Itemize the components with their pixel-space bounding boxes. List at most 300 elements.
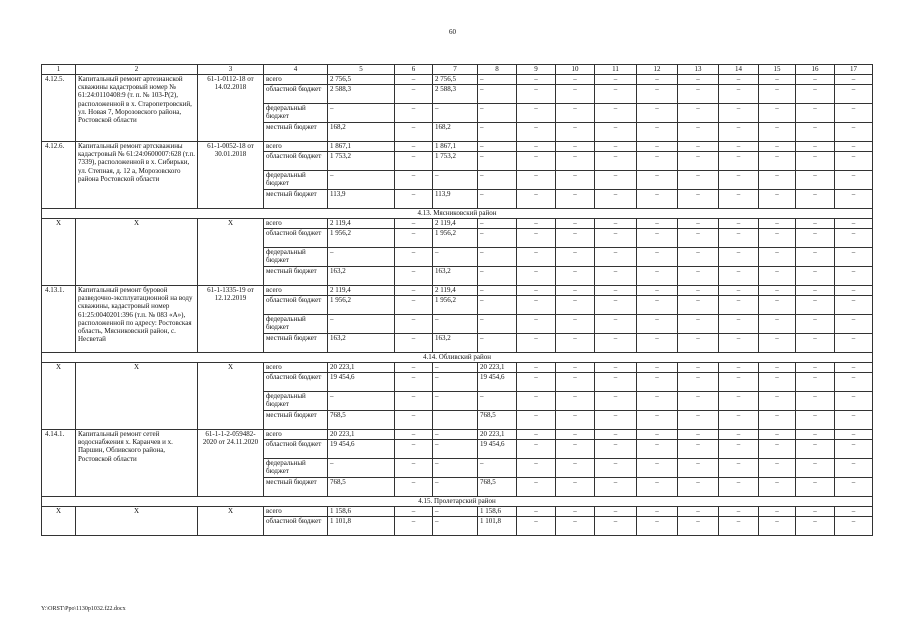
value-col15: – <box>759 219 796 229</box>
value-col16: – <box>796 142 835 152</box>
value-col6: – <box>395 248 433 267</box>
value-col16: – <box>796 85 835 104</box>
value-col7: 2 756,5 <box>433 75 478 85</box>
value-col14: – <box>719 267 759 286</box>
value-col8: – <box>478 296 517 315</box>
value-col17: – <box>835 411 873 430</box>
value-col14: – <box>719 315 759 334</box>
value-col13: – <box>678 229 719 248</box>
header-cell: 3 <box>198 65 264 75</box>
value-col15: – <box>759 363 796 373</box>
value-col12: – <box>637 440 678 459</box>
value-col15: – <box>759 392 796 411</box>
value-col8: – <box>478 85 517 104</box>
value-col10: – <box>556 286 595 296</box>
value-col8: – <box>478 152 517 171</box>
value-col7: 2 119,4 <box>433 219 478 229</box>
header-cell: 17 <box>835 65 873 75</box>
header-cell: 13 <box>678 65 719 75</box>
value-col17: – <box>835 85 873 104</box>
value-col5: – <box>328 171 395 190</box>
value-col12: – <box>637 171 678 190</box>
item-number: 4.12.6. <box>42 142 76 209</box>
value-col16: – <box>796 459 835 478</box>
value-col5: – <box>328 104 395 123</box>
value-col12: – <box>637 296 678 315</box>
header-cell: 5 <box>328 65 395 75</box>
budget-label: федеральный бюджет <box>264 104 328 123</box>
value-col10: – <box>556 219 595 229</box>
x-mark: Х <box>42 219 76 286</box>
value-col12: – <box>637 478 678 497</box>
value-col17: – <box>835 334 873 353</box>
footer-file-path: Y:\ORST\Ppo\1130p1032.f22.docx <box>41 606 126 612</box>
value-col13: – <box>678 517 719 536</box>
value-col6: – <box>395 267 433 286</box>
value-col12: – <box>637 411 678 430</box>
value-col13: – <box>678 123 719 142</box>
value-col16: – <box>796 123 835 142</box>
value-col15: – <box>759 430 796 440</box>
value-col8: 20 223,1 <box>478 430 517 440</box>
value-col10: – <box>556 334 595 353</box>
value-col17: – <box>835 142 873 152</box>
value-col8: – <box>478 171 517 190</box>
budget-label: областной бюджет <box>264 296 328 315</box>
header-cell: 6 <box>395 65 433 75</box>
value-col15: – <box>759 104 796 123</box>
value-col15: – <box>759 478 796 497</box>
header-cell: 4 <box>264 65 328 75</box>
value-col10: – <box>556 517 595 536</box>
value-col12: – <box>637 286 678 296</box>
value-col7: – <box>433 171 478 190</box>
section-title: 4.14. Обливский район <box>42 353 873 363</box>
x-mark: Х <box>42 507 76 536</box>
value-col7: 1 956,2 <box>433 229 478 248</box>
value-col9: – <box>517 142 556 152</box>
header-cell: 8 <box>478 65 517 75</box>
value-col9: – <box>517 459 556 478</box>
value-col17: – <box>835 104 873 123</box>
value-col6: – <box>395 104 433 123</box>
value-col7: – <box>433 478 478 497</box>
value-col16: – <box>796 171 835 190</box>
value-col9: – <box>517 171 556 190</box>
value-col6: – <box>395 392 433 411</box>
x-mark: Х <box>198 363 264 430</box>
value-col14: – <box>719 440 759 459</box>
value-col5: 19 454,6 <box>328 373 395 392</box>
budget-table <box>41 64 873 536</box>
section-row <box>42 209 873 219</box>
value-col14: – <box>719 219 759 229</box>
value-col7: – <box>433 440 478 459</box>
section-title: 4.13. Мясниковский район <box>42 209 873 219</box>
value-col15: – <box>759 373 796 392</box>
budget-label: всего <box>264 507 328 517</box>
value-col11: – <box>595 190 637 209</box>
value-col6: – <box>395 411 433 430</box>
value-col16: – <box>796 286 835 296</box>
x-mark: Х <box>76 219 198 286</box>
value-col7: 163,2 <box>433 267 478 286</box>
value-col10: – <box>556 392 595 411</box>
value-col17: – <box>835 229 873 248</box>
value-col9: – <box>517 507 556 517</box>
value-col5: 20 223,1 <box>328 363 395 373</box>
value-col11: – <box>595 296 637 315</box>
value-col11: – <box>595 440 637 459</box>
budget-label: областной бюджет <box>264 440 328 459</box>
value-col16: – <box>796 219 835 229</box>
value-col8: 1 158,6 <box>478 507 517 517</box>
value-col5: 1 867,1 <box>328 142 395 152</box>
value-col11: – <box>595 286 637 296</box>
value-col16: – <box>796 296 835 315</box>
x-mark: Х <box>42 363 76 430</box>
value-col8: – <box>478 286 517 296</box>
value-col5: 768,5 <box>328 478 395 497</box>
value-col9: – <box>517 440 556 459</box>
table-row <box>42 75 873 85</box>
value-col6: – <box>395 440 433 459</box>
header-cell: 12 <box>637 65 678 75</box>
x-mark: Х <box>198 219 264 286</box>
value-col17: – <box>835 267 873 286</box>
value-col11: – <box>595 171 637 190</box>
value-col9: – <box>517 190 556 209</box>
value-col12: – <box>637 373 678 392</box>
value-col9: – <box>517 334 556 353</box>
header-cell: 9 <box>517 65 556 75</box>
value-col7: – <box>433 104 478 123</box>
value-col14: – <box>719 478 759 497</box>
value-col10: – <box>556 373 595 392</box>
value-col15: – <box>759 123 796 142</box>
value-col9: – <box>517 392 556 411</box>
value-col9: – <box>517 411 556 430</box>
value-col6: – <box>395 75 433 85</box>
budget-label: федеральный бюджет <box>264 248 328 267</box>
table-row <box>42 507 873 517</box>
item-description: Капитальный ремонт сетей водоснабжения х. Каранчев и х. Паршин, Обливского района, Ростовской области <box>76 430 198 497</box>
value-col12: – <box>637 334 678 353</box>
value-col14: – <box>719 171 759 190</box>
value-col14: – <box>719 430 759 440</box>
value-col7: 113,9 <box>433 190 478 209</box>
value-col13: – <box>678 104 719 123</box>
value-col6: – <box>395 296 433 315</box>
value-col17: – <box>835 248 873 267</box>
value-col6: – <box>395 315 433 334</box>
value-col16: – <box>796 75 835 85</box>
value-col5: 2 588,3 <box>328 85 395 104</box>
value-col11: – <box>595 411 637 430</box>
value-col13: – <box>678 219 719 229</box>
budget-label: местный бюджет <box>264 411 328 430</box>
value-col8: – <box>478 459 517 478</box>
value-col11: – <box>595 334 637 353</box>
value-col16: – <box>796 104 835 123</box>
value-col6: – <box>395 85 433 104</box>
table-row <box>42 363 873 373</box>
value-col13: – <box>678 478 719 497</box>
value-col13: – <box>678 85 719 104</box>
value-col13: – <box>678 315 719 334</box>
value-col7: – <box>433 517 478 536</box>
value-col11: – <box>595 363 637 373</box>
value-col12: – <box>637 517 678 536</box>
value-col15: – <box>759 517 796 536</box>
value-col5: 19 454,6 <box>328 440 395 459</box>
value-col7: – <box>433 430 478 440</box>
item-doc-number: 61-1-1335-19 от 12.12.2019 <box>198 286 264 353</box>
value-col8: 1 101,8 <box>478 517 517 536</box>
value-col15: – <box>759 248 796 267</box>
item-doc-number: 61-1-0052-18 от 30.01.2018 <box>198 142 264 209</box>
value-col13: – <box>678 171 719 190</box>
budget-label: федеральный бюджет <box>264 459 328 478</box>
value-col12: – <box>637 85 678 104</box>
section-title: 4.15. Пролетарский район <box>42 497 873 507</box>
budget-label: местный бюджет <box>264 123 328 142</box>
value-col13: – <box>678 430 719 440</box>
header-cell: 16 <box>796 65 835 75</box>
value-col7: – <box>433 373 478 392</box>
value-col9: – <box>517 267 556 286</box>
value-col11: – <box>595 517 637 536</box>
value-col5: 168,2 <box>328 123 395 142</box>
value-col10: – <box>556 363 595 373</box>
item-description: Капитальный ремонт артезианской скважины кадастровый номер № 61:24:0110408:9 (т. п. № 103-Р(2), расположенной в х. Старопетровский, ул. Новая 7, Морозовского района, Ростовской области <box>76 75 198 142</box>
header-cell: 1 <box>42 65 76 75</box>
value-col17: – <box>835 190 873 209</box>
value-col12: – <box>637 219 678 229</box>
header-cell: 10 <box>556 65 595 75</box>
value-col9: – <box>517 219 556 229</box>
value-col11: – <box>595 152 637 171</box>
value-col17: – <box>835 478 873 497</box>
value-col9: – <box>517 363 556 373</box>
value-col14: – <box>719 85 759 104</box>
value-col14: – <box>719 459 759 478</box>
value-col11: – <box>595 219 637 229</box>
value-col6: – <box>395 334 433 353</box>
value-col11: – <box>595 459 637 478</box>
value-col13: – <box>678 507 719 517</box>
x-mark: Х <box>76 507 198 536</box>
value-col11: – <box>595 248 637 267</box>
value-col5: 20 223,1 <box>328 430 395 440</box>
value-col7: 1 753,2 <box>433 152 478 171</box>
value-col15: – <box>759 440 796 459</box>
value-col11: – <box>595 315 637 334</box>
value-col6: – <box>395 373 433 392</box>
value-col8: – <box>478 392 517 411</box>
value-col15: – <box>759 152 796 171</box>
value-col10: – <box>556 123 595 142</box>
value-col8: – <box>478 190 517 209</box>
budget-label: федеральный бюджет <box>264 171 328 190</box>
value-col15: – <box>759 459 796 478</box>
value-col12: – <box>637 392 678 411</box>
value-col5: 113,9 <box>328 190 395 209</box>
value-col5: 1 158,6 <box>328 507 395 517</box>
value-col10: – <box>556 248 595 267</box>
header-cell: 7 <box>433 65 478 75</box>
value-col11: – <box>595 507 637 517</box>
value-col8: 20 223,1 <box>478 363 517 373</box>
value-col8: – <box>478 267 517 286</box>
budget-label: всего <box>264 286 328 296</box>
value-col5: 163,2 <box>328 334 395 353</box>
budget-label: всего <box>264 142 328 152</box>
value-col16: – <box>796 334 835 353</box>
value-col10: – <box>556 75 595 85</box>
value-col17: – <box>835 171 873 190</box>
value-col13: – <box>678 267 719 286</box>
value-col9: – <box>517 478 556 497</box>
item-number: 4.14.1. <box>42 430 76 497</box>
value-col6: – <box>395 171 433 190</box>
value-col7: 2 119,4 <box>433 286 478 296</box>
item-doc-number: 61-1-1-2-059482-2020 от 24.11.2020 <box>198 430 264 497</box>
value-col5: 2 119,4 <box>328 286 395 296</box>
value-col7: 168,2 <box>433 123 478 142</box>
value-col16: – <box>796 267 835 286</box>
value-col11: – <box>595 267 637 286</box>
value-col14: – <box>719 517 759 536</box>
value-col13: – <box>678 459 719 478</box>
value-col7 <box>433 411 478 430</box>
value-col17: – <box>835 440 873 459</box>
value-col16: – <box>796 430 835 440</box>
value-col6: – <box>395 430 433 440</box>
value-col12: – <box>637 190 678 209</box>
value-col8: 19 454,6 <box>478 373 517 392</box>
budget-label: местный бюджет <box>264 334 328 353</box>
value-col6: – <box>395 286 433 296</box>
value-col14: – <box>719 296 759 315</box>
value-col13: – <box>678 75 719 85</box>
value-col17: – <box>835 75 873 85</box>
value-col17: – <box>835 430 873 440</box>
page-number: 60 <box>449 28 456 36</box>
value-col7: – <box>433 248 478 267</box>
value-col12: – <box>637 430 678 440</box>
value-col10: – <box>556 440 595 459</box>
value-col8: – <box>478 334 517 353</box>
value-col7: – <box>433 315 478 334</box>
value-col14: – <box>719 152 759 171</box>
value-col5: – <box>328 459 395 478</box>
value-col15: – <box>759 75 796 85</box>
value-col14: – <box>719 411 759 430</box>
value-col6: – <box>395 517 433 536</box>
value-col7: – <box>433 363 478 373</box>
value-col10: – <box>556 315 595 334</box>
value-col14: – <box>719 248 759 267</box>
value-col9: – <box>517 517 556 536</box>
value-col11: – <box>595 430 637 440</box>
value-col16: – <box>796 440 835 459</box>
budget-label: местный бюджет <box>264 478 328 497</box>
header-cell: 11 <box>595 65 637 75</box>
value-col11: – <box>595 75 637 85</box>
value-col7: – <box>433 459 478 478</box>
value-col11: – <box>595 142 637 152</box>
value-col11: – <box>595 373 637 392</box>
item-description: Капитальный ремонт буровой разведочно-эксплуатационной на воду скважины, кадастровый номер 61:25:0040201:396 (т.п. № 083 «А»), расположенной по адресу: Ростовская область, Мясниковский район, с. Несветай <box>76 286 198 353</box>
value-col6: – <box>395 123 433 142</box>
value-col16: – <box>796 190 835 209</box>
value-col11: – <box>595 478 637 497</box>
value-col15: – <box>759 267 796 286</box>
value-col5: – <box>328 248 395 267</box>
value-col9: – <box>517 229 556 248</box>
value-col17: – <box>835 296 873 315</box>
value-col13: – <box>678 334 719 353</box>
value-col7: – <box>433 392 478 411</box>
value-col10: – <box>556 267 595 286</box>
value-col9: – <box>517 430 556 440</box>
value-col11: – <box>595 85 637 104</box>
value-col7: 1 867,1 <box>433 142 478 152</box>
value-col16: – <box>796 229 835 248</box>
value-col9: – <box>517 373 556 392</box>
value-col10: – <box>556 507 595 517</box>
value-col15: – <box>759 142 796 152</box>
budget-label: областной бюджет <box>264 152 328 171</box>
value-col10: – <box>556 229 595 248</box>
value-col10: – <box>556 411 595 430</box>
value-col14: – <box>719 286 759 296</box>
value-col16: – <box>796 517 835 536</box>
value-col14: – <box>719 334 759 353</box>
value-col5: – <box>328 392 395 411</box>
value-col13: – <box>678 190 719 209</box>
value-col6: – <box>395 190 433 209</box>
value-col6: – <box>395 219 433 229</box>
value-col10: – <box>556 296 595 315</box>
value-col9: – <box>517 248 556 267</box>
value-col15: – <box>759 190 796 209</box>
value-col12: – <box>637 152 678 171</box>
value-col5: 2 756,5 <box>328 75 395 85</box>
value-col9: – <box>517 123 556 142</box>
value-col5: 768,5 <box>328 411 395 430</box>
value-col17: – <box>835 286 873 296</box>
header-cell: 14 <box>719 65 759 75</box>
budget-label: областной бюджет <box>264 85 328 104</box>
value-col10: – <box>556 459 595 478</box>
x-mark: Х <box>198 507 264 536</box>
value-col10: – <box>556 430 595 440</box>
value-col5: – <box>328 315 395 334</box>
budget-label: федеральный бюджет <box>264 315 328 334</box>
value-col12: – <box>637 104 678 123</box>
budget-label: областной бюджет <box>264 517 328 536</box>
value-col15: – <box>759 334 796 353</box>
value-col6: – <box>395 459 433 478</box>
budget-label: местный бюджет <box>264 190 328 209</box>
value-col13: – <box>678 296 719 315</box>
budget-label: всего <box>264 430 328 440</box>
value-col8: – <box>478 142 517 152</box>
value-col13: – <box>678 286 719 296</box>
value-col15: – <box>759 411 796 430</box>
